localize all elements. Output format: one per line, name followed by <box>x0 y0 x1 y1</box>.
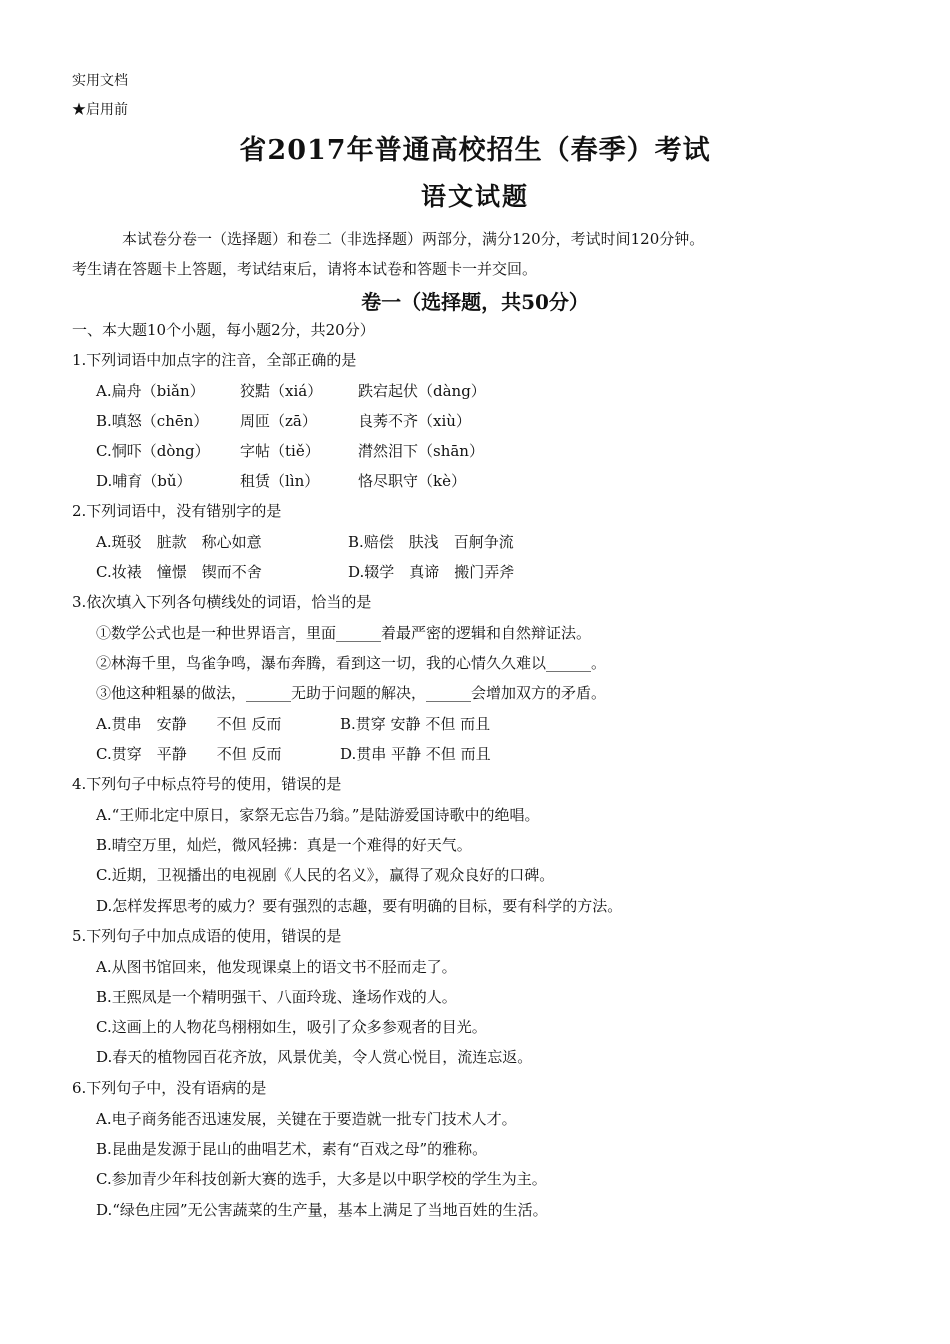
q1-option-c-3: 潸然泪下（shān） <box>358 442 484 460</box>
q1-option-d-3: 恪尽职守（kè） <box>358 472 466 490</box>
q6-option-a: A.电子商务能否迅速发展，关键在于要造就一批专门技术人才。 <box>96 1110 517 1128</box>
q5-stem: 5.下列句子中加点成语的使用，错误的是 <box>72 927 342 945</box>
intro-line-2: 考生请在答题卡上答题，考试结束后，请将本试卷和答题卡一并交回。 <box>72 260 538 278</box>
q3-option-a: A.贯串 安静 不但 反而 <box>96 715 282 733</box>
part-heading: 一、本大题10个小题，每小题2分，共20分） <box>72 321 375 339</box>
q4-option-c: C.近期，卫视播出的电视剧《人民的名义》，赢得了观众良好的口碑。 <box>96 866 555 884</box>
q2-option-c: C.妆裱 憧憬 锲而不舍 <box>96 563 262 581</box>
q4-option-a: A.“王师北定中原日，家祭无忘告乃翁。”是陆游爱国诗歌中的绝唱。 <box>96 806 540 824</box>
q1-option-b-1: B.嗔怒（chēn） <box>96 412 209 430</box>
q6-option-b: B.昆曲是发源于昆山的曲唱艺术，素有“百戏之母”的雅称。 <box>96 1140 488 1158</box>
q5-option-c: C.这画上的人物花鸟栩栩如生，吸引了众多参观者的目光。 <box>96 1018 487 1036</box>
q1-option-d-2: 租赁（lìn） <box>240 472 320 490</box>
q6-option-d: D.“绿色庄园”无公害蔬菜的生产量，基本上满足了当地百姓的生活。 <box>96 1201 548 1219</box>
q3-sentence-3: ③他这种粗暴的做法，______无助于问题的解决，______会增加双方的矛盾。 <box>96 684 607 702</box>
exam-title: 省2017年普通高校招生（春季）考试 <box>239 135 711 166</box>
q1-option-a-2: 狡黠（xiá） <box>240 382 323 400</box>
q2-option-b: B.赔偿 肤浅 百舸争流 <box>348 533 514 551</box>
q1-option-b-3: 良莠不齐（xiù） <box>358 412 471 430</box>
q3-option-b: B.贯穿 安静 不但 而且 <box>340 715 491 733</box>
q1-stem: 1.下列词语中加点字的注音，全部正确的是 <box>72 351 357 369</box>
q5-option-b: B.王熙凤是一个精明强干、八面玲珑、逢场作戏的人。 <box>96 988 457 1006</box>
q3-sentence-1: ①数学公式也是一种世界语言，里面______着最严密的逻辑和自然辩证法。 <box>96 624 592 642</box>
q3-option-c: C.贯穿 平静 不但 反而 <box>96 745 282 763</box>
q6-stem: 6.下列句子中，没有语病的是 <box>72 1079 267 1097</box>
q4-stem: 4.下列句子中标点符号的使用，错误的是 <box>72 775 342 793</box>
header-secret-label: ★启用前 <box>72 102 128 118</box>
q1-option-d-1: D.哺育（bǔ） <box>96 472 192 490</box>
exam-subtitle: 语文试题 <box>420 182 529 211</box>
q2-option-d: D.辍学 真谛 搬门弄斧 <box>348 563 515 581</box>
q1-option-c-1: C.恫吓（dòng） <box>96 442 210 460</box>
q3-option-d: D.贯串 平静 不但 而且 <box>340 745 491 763</box>
q1-option-c-2: 字帖（tiě） <box>240 442 320 460</box>
q1-option-a-3: 跌宕起伏（dàng） <box>358 382 486 400</box>
q3-stem: 3.依次填入下列各句横线处的词语，恰当的是 <box>72 593 372 611</box>
q1-option-a-1: A.扁舟（biǎn） <box>96 382 205 400</box>
q5-option-d: D.春天的植物园百花齐放，风景优美，令人赏心悦目，流连忘返。 <box>96 1048 533 1066</box>
q2-stem: 2.下列词语中，没有错别字的是 <box>72 502 282 520</box>
q4-option-b: B.晴空万里，灿烂，微风轻拂：真是一个难得的好天气。 <box>96 836 472 854</box>
q1-option-b-2: 周匝（zā） <box>240 412 317 430</box>
section-title: 卷一（选择题，共50分） <box>361 290 589 314</box>
q6-option-c: C.参加青少年科技创新大赛的选手，大多是以中职学校的学生为主。 <box>96 1170 547 1188</box>
q2-option-a: A.斑驳 脏款 称心如意 <box>96 533 262 551</box>
q5-option-a: A.从图书馆回来，他发现课桌上的语文书不胫而走了。 <box>96 958 457 976</box>
header-practical-doc: 实用文档 <box>72 73 128 89</box>
intro-line-1: 本试卷分卷一（选择题）和卷二（非选择题）两部分，满分120分，考试时间120分钟。 <box>122 230 705 248</box>
q3-sentence-2: ②林海千里，鸟雀争鸣，瀑布奔腾，看到这一切，我的心情久久难以______。 <box>96 654 607 672</box>
q4-option-d: D.怎样发挥思考的威力？要有强烈的志趣，要有明确的目标，要有科学的方法。 <box>96 897 623 915</box>
